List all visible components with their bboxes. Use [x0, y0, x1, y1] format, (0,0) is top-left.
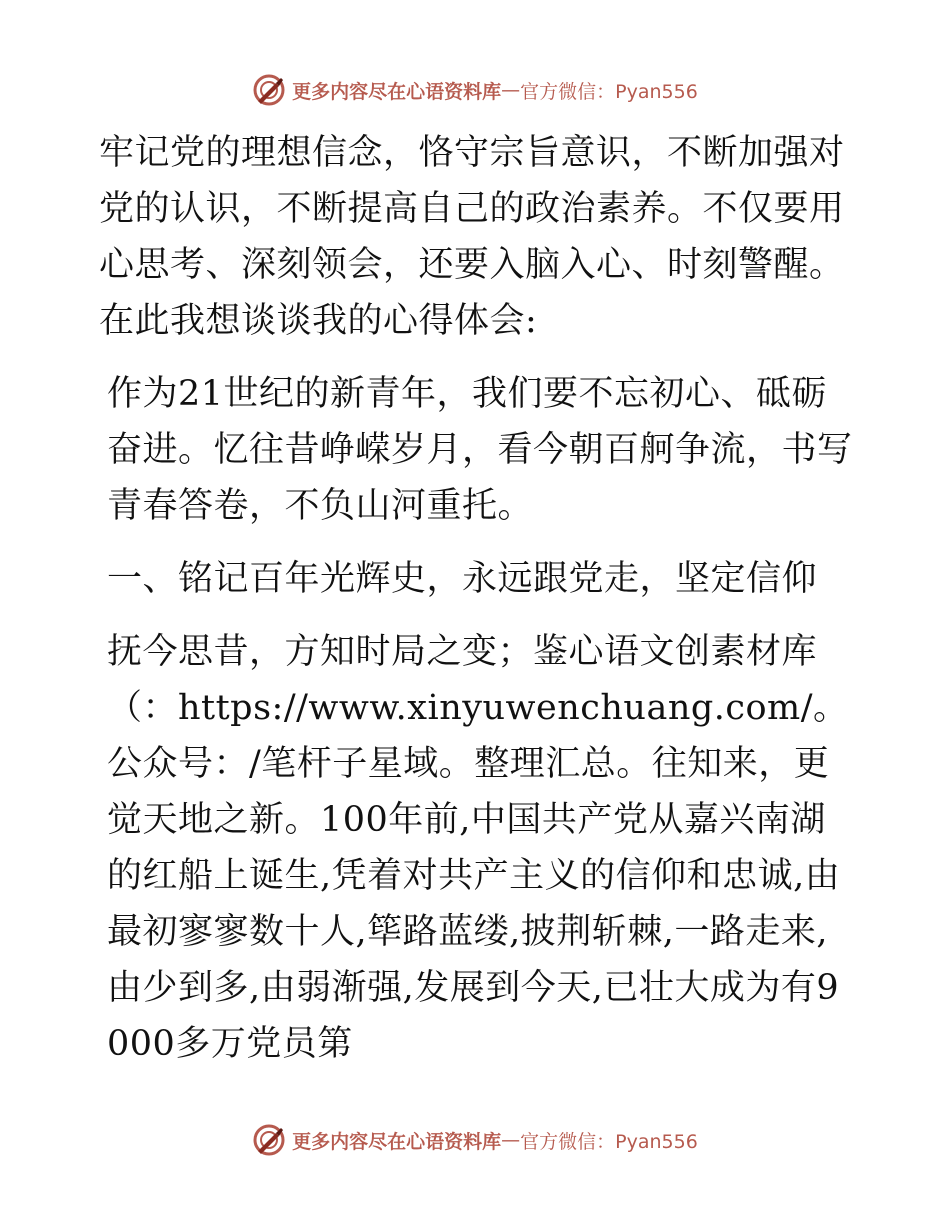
paragraph-youth: 作为21世纪的新青年，我们要不忘初心、砥砺奋进。忆往昔峥嵘岁月，看今朝百舸争流，书写青春答卷，不负山河重托。 [107, 374, 853, 526]
section-heading: 一、铭记百年光辉史，永远跟党走，坚定信仰 [107, 559, 818, 599]
pen-logo-icon [252, 1123, 286, 1157]
paragraph-intro: 牢记党的理想信念，恪守宗旨意识，不断加强对党的认识，不断提高自己的政治素养。不仅要用心思考、深刻领会，还要入脑入心、时刻警醒。在此我想谈谈我的心得体会: [99, 133, 845, 341]
banner-brand-text: 更多内容尽在心语资料库 [292, 80, 502, 103]
footer-banner [0, 1120, 950, 1160]
banner-contact-text: 官方微信：Pyan556 [520, 1130, 698, 1153]
banner-separator: — [501, 1129, 521, 1151]
pen-logo-icon [252, 73, 286, 107]
banner-contact-text: 官方微信：Pyan556 [520, 80, 698, 103]
document-body [99, 125, 859, 1089]
banner-separator: — [501, 79, 521, 101]
banner-brand-text: 更多内容尽在心语资料库 [292, 1130, 502, 1153]
paragraph-history: 抚今思昔，方知时局之变；鉴心语文创素材库（：https://www.xinyuwenchuang.com/。公众号：/笔杆子星域。整理汇总。往知来，更觉天地之新。100年前,中国共产党从嘉兴南湖的红船上诞生,凭着对共产主义的信仰和忠诚,由最初寥寥数十人,筚路蓝缕,披荆斩棘,一路走来,由少到多,由弱渐强,发展到今天,已壮大成为有9000多万党员第 [107, 632, 849, 1064]
header-banner [0, 70, 950, 110]
